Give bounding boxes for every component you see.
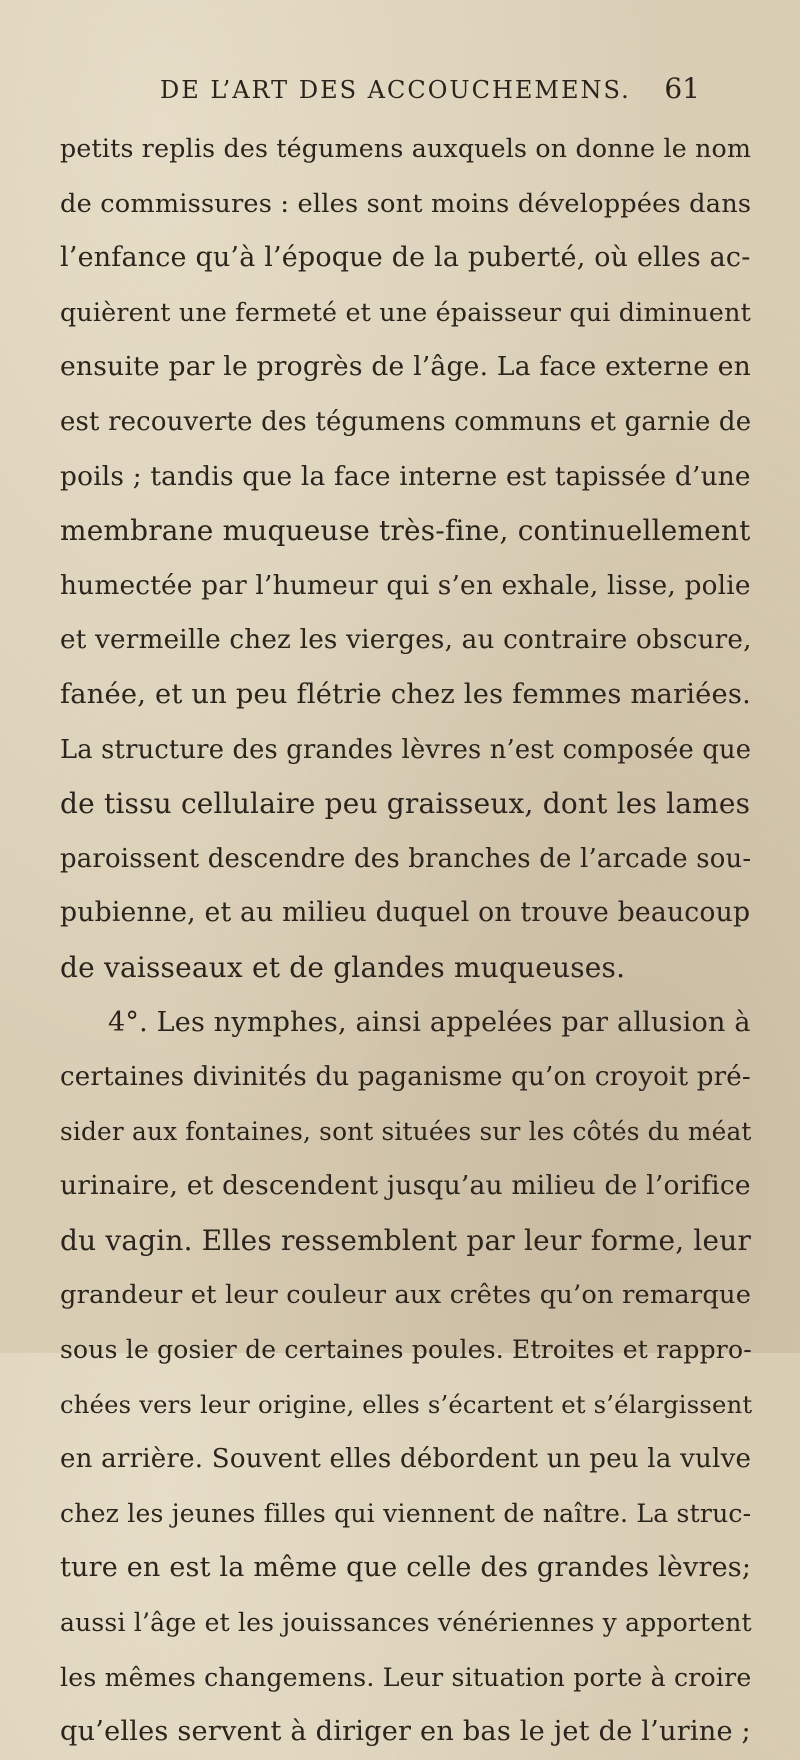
- text-line-3: l’enfance qu’à l’époque de la puberté, où elles ac-: [60, 242, 751, 274]
- text-line-2: de commissures : elles sont moins développées dans: [60, 188, 752, 219]
- text-line-7: poils ; tandis que la face interne est tapissée d’une: [60, 461, 751, 492]
- text-line-14: paroissent descendre des branches de l’arcade sou-: [60, 843, 752, 874]
- text-line-29: les mêmes changemens. Leur situation porte à croire: [60, 1662, 752, 1692]
- text-line-21: du vagin. Elles ressemblent par leur forme, leur: [60, 1223, 752, 1257]
- text-line-30: qu’elles servent à diriger en bas le jet de l’urine ;: [60, 1716, 751, 1748]
- text-line-4: quièrent une fermeté et une épaisseur qui diminuent: [60, 297, 751, 327]
- text-line-28: aussi l’âge et les jouissances vénériennes y apportent: [60, 1608, 752, 1638]
- text-line-19: sider aux fontaines, sont situées sur les côtés du méat: [60, 1116, 752, 1146]
- text-line-12: La structure des grandes lèvres n’est composée que: [60, 734, 752, 765]
- text-line-23: sous le gosier de certaines poules. Etroites et rappro-: [60, 1335, 752, 1365]
- text-line-10: et vermeille chez les vierges, au contraire obscure,: [60, 625, 752, 656]
- text-line-25: en arrière. Souvent elles débordent un peu la vulve: [60, 1444, 752, 1475]
- body-text: [60, 122, 800, 1760]
- text-line-15: pubienne, et au milieu duquel on trouve beaucoup: [60, 897, 751, 929]
- text-line-24: chées vers leur origine, elles s’écartent et s’élargissent: [60, 1389, 753, 1419]
- text-line-22: grandeur et leur couleur aux crêtes qu’on remarque: [60, 1280, 752, 1311]
- text-line-26: chez les jeunes filles qui viennent de naître. La struc-: [60, 1498, 752, 1528]
- running-head: DE L’ART DES ACCOUCHEMENS.: [160, 76, 631, 104]
- text-line-16: de vaisseaux et de glandes muqueuses.: [60, 950, 626, 984]
- page-header: [160, 72, 700, 112]
- text-line-20: urinaire, et descendent jusqu’au milieu de l’orifice: [60, 1170, 751, 1202]
- text-line-9: humectée par l’humeur qui s’en exhale, lisse, polie: [60, 570, 751, 601]
- page-number: 61: [664, 72, 700, 105]
- text-line-5: ensuite par le progrès de l’âge. La face externe en: [60, 351, 751, 383]
- text-line-17: 4°. Les nymphes, ainsi appelées par allusion à: [108, 1006, 751, 1038]
- text-line-27: ture en est la même que celle des grandes lèvres;: [60, 1552, 752, 1584]
- text-line-6: est recouverte des tégumens communs et garnie de: [60, 406, 752, 437]
- text-line-11: fanée, et un peu flétrie chez les femmes mariées.: [60, 678, 751, 710]
- text-line-13: de tissu cellulaire peu graisseux, dont les lames: [60, 787, 751, 821]
- text-line-8: membrane muqueuse très-fine, continuellement: [60, 514, 751, 548]
- text-line-18: certaines divinités du paganisme qu’on croyoit pré-: [60, 1062, 751, 1093]
- text-line-1: petits replis des tégumens auxquels on donne le nom: [60, 134, 752, 163]
